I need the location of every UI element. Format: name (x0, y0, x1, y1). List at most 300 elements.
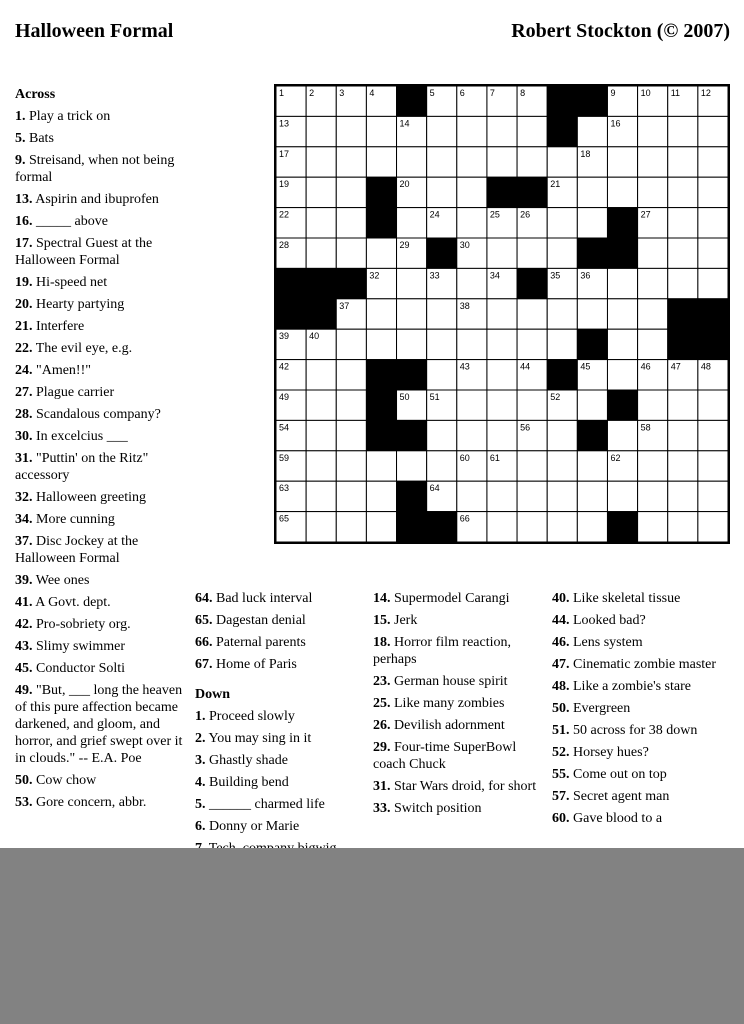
clue-item (15, 772, 187, 789)
grid-cell[interactable] (638, 512, 668, 542)
grid-cell[interactable] (306, 238, 336, 268)
grid-cell[interactable] (306, 451, 336, 481)
grid-cell[interactable] (487, 238, 517, 268)
clue-text: Supermodel Carangi (390, 591, 510, 606)
cell-number: 19 (279, 179, 290, 190)
clue-text: Lens system (569, 635, 643, 650)
grid-cell[interactable] (547, 208, 577, 238)
grid-cell[interactable] (457, 268, 487, 298)
grid-cell[interactable] (698, 116, 728, 146)
cell-number: 48 (700, 361, 711, 372)
grid-cell[interactable] (668, 208, 698, 238)
grid-cell[interactable] (698, 177, 728, 207)
grid-cell[interactable] (366, 147, 396, 177)
grid-cell[interactable] (607, 299, 637, 329)
grid-cell[interactable] (397, 208, 427, 238)
clue-item (15, 511, 187, 528)
grid-cell[interactable] (487, 116, 517, 146)
cell-number: 43 (459, 361, 470, 372)
clue-number: 5. (195, 797, 206, 812)
cell-number: 59 (279, 452, 290, 463)
clue-number: 65. (195, 613, 213, 628)
grid-cell[interactable] (517, 116, 547, 146)
clue-item (195, 634, 365, 651)
clue-number: 27. (15, 385, 33, 400)
cell-number: 40 (309, 331, 320, 342)
grid-cell[interactable] (366, 451, 396, 481)
grid-cell[interactable] (638, 238, 668, 268)
grid-cell[interactable] (457, 329, 487, 359)
grid-cell[interactable] (517, 329, 547, 359)
grid-cell[interactable] (547, 512, 577, 542)
grid-cell[interactable] (427, 360, 457, 390)
clue-text: Halloween greeting (32, 490, 147, 505)
grid-cell[interactable] (336, 360, 366, 390)
grid-cell[interactable] (698, 147, 728, 177)
cell-number: 25 (489, 209, 500, 220)
clue-number: 23. (373, 674, 391, 689)
grid-cell[interactable] (577, 481, 607, 511)
clue-text: Interfere (32, 319, 85, 334)
grid-cell[interactable] (547, 329, 577, 359)
cell-number: 28 (279, 240, 290, 250)
clue-item (15, 191, 187, 208)
cell-number: 33 (429, 270, 440, 281)
grid-cell[interactable] (517, 512, 547, 542)
clue-number: 64. (195, 591, 213, 606)
cell-number: 50 (399, 392, 410, 402)
grid-cell[interactable] (517, 390, 547, 420)
clue-item (373, 634, 541, 668)
grid-cell[interactable] (306, 420, 336, 450)
grid-cell[interactable] (336, 238, 366, 268)
clue-text: Slimy swimmer (32, 639, 126, 654)
grid-cell[interactable] (577, 512, 607, 542)
clue-number: 55. (552, 767, 570, 782)
grid-cell[interactable] (336, 420, 366, 450)
grid-block (607, 208, 637, 238)
crossword-grid (274, 84, 730, 544)
clue-number: 34. (15, 512, 33, 527)
clue-text: "But, ___ long the heaven of this pure affection became darkened, and gloom, and horror, and grief swept over it in clouds." -- E.A. Poe (15, 683, 183, 766)
grid-cell[interactable] (306, 177, 336, 207)
cell-number: 5 (429, 88, 435, 98)
clue-item (15, 296, 187, 313)
cell-number: 30 (459, 240, 470, 250)
clue-text: More cunning (32, 512, 115, 527)
clue-text: Horsey hues? (569, 745, 649, 760)
clue-number: 43. (15, 639, 33, 654)
grid-cell[interactable] (668, 451, 698, 481)
grid-block (397, 360, 427, 390)
clue-text: Conductor Solti (32, 661, 126, 676)
clue-item (552, 744, 732, 761)
clue-number: 20. (15, 297, 33, 312)
cell-number: 39 (279, 331, 290, 342)
clue-number: 33. (373, 801, 391, 816)
clue-text: Switch position (390, 801, 482, 816)
grid-cell[interactable] (336, 208, 366, 238)
down-clue-list (195, 708, 365, 857)
cell-number: 32 (369, 270, 380, 281)
grid-cell[interactable] (638, 268, 668, 298)
grid-cell[interactable] (427, 451, 457, 481)
grid-cell[interactable] (638, 116, 668, 146)
grid-block (427, 512, 457, 542)
clue-number: 40. (552, 591, 570, 606)
clue-item (15, 660, 187, 677)
grid-cell[interactable] (607, 329, 637, 359)
puzzle-author: Robert Stockton (© 2007) (511, 20, 730, 42)
clue-number: 50. (552, 701, 570, 716)
grid-cell[interactable] (517, 481, 547, 511)
clue-item (15, 213, 187, 230)
grid-block (607, 238, 637, 268)
grid-cell[interactable] (577, 451, 607, 481)
clue-item (373, 778, 541, 795)
cell-number: 20 (399, 179, 410, 190)
grid-cell[interactable] (427, 147, 457, 177)
grid-block (366, 177, 396, 207)
clue-text: Cow chow (32, 773, 97, 788)
grid-cell[interactable] (698, 512, 728, 542)
clue-text: Wee ones (32, 573, 90, 588)
cell-number: 2 (309, 88, 315, 98)
clue-text: Cinematic zombie master (569, 657, 717, 672)
grid-cell[interactable] (638, 299, 668, 329)
grid-cell[interactable] (547, 238, 577, 268)
grid-cell[interactable] (487, 147, 517, 177)
grid-cell[interactable] (366, 329, 396, 359)
grid-cell[interactable] (577, 208, 607, 238)
grid-cell[interactable] (607, 147, 637, 177)
clue-text: A Govt. dept. (32, 595, 111, 610)
clue-text: Looked bad? (569, 613, 646, 628)
clue-text: ______ charmed life (205, 797, 325, 812)
clue-number: 30. (15, 429, 33, 444)
grid-cell[interactable] (698, 238, 728, 268)
grid-cell[interactable] (698, 420, 728, 450)
clue-item (552, 678, 732, 695)
grid-cell[interactable] (517, 147, 547, 177)
clue-text: Hi-speed net (32, 275, 108, 290)
grid-cell[interactable] (668, 420, 698, 450)
cell-number: 34 (489, 270, 500, 281)
clue-item (15, 450, 187, 484)
grid-cell[interactable] (336, 116, 366, 146)
clue-number: 42. (15, 617, 33, 632)
grid-cell[interactable] (487, 390, 517, 420)
grid-block (397, 512, 427, 542)
grid-cell[interactable] (487, 420, 517, 450)
clue-item (552, 612, 732, 629)
grid-cell[interactable] (487, 360, 517, 390)
grid-cell[interactable] (577, 116, 607, 146)
grid-cell[interactable] (638, 390, 668, 420)
cell-number: 63 (279, 483, 290, 494)
grid-cell[interactable] (427, 177, 457, 207)
grid-cell[interactable] (427, 420, 457, 450)
clue-text: Spectral Guest at the Halloween Formal (15, 236, 153, 268)
clue-number: 44. (552, 613, 570, 628)
cell-number: 24 (429, 209, 440, 220)
grid-cell[interactable] (457, 116, 487, 146)
clue-item (15, 533, 187, 567)
grid-cell[interactable] (547, 451, 577, 481)
clue-number: 67. (195, 657, 213, 672)
clue-number: 45. (15, 661, 33, 676)
clue-number: 53. (15, 795, 33, 810)
grid-cell[interactable] (698, 208, 728, 238)
grid-cell[interactable] (668, 390, 698, 420)
clue-item (552, 788, 732, 805)
cell-number: 42 (279, 361, 290, 372)
cell-number: 13 (279, 118, 290, 129)
clue-text: You may sing in it (205, 731, 312, 746)
grid-cell[interactable] (336, 177, 366, 207)
grid-cell[interactable] (668, 238, 698, 268)
clue-number: 16. (15, 214, 33, 229)
grid-block (487, 177, 517, 207)
clue-text: Home of Paris (212, 657, 297, 672)
cell-number: 4 (369, 88, 375, 98)
grid-cell[interactable] (547, 481, 577, 511)
cell-number: 62 (610, 452, 621, 463)
grid-cell[interactable] (427, 329, 457, 359)
clue-number: 52. (552, 745, 570, 760)
grid-cell[interactable] (306, 147, 336, 177)
puzzle-title: Halloween Formal (15, 20, 174, 42)
across-clues-column (15, 86, 187, 816)
clue-item (373, 695, 541, 712)
clue-text: Jerk (390, 613, 418, 628)
clue-item (195, 612, 365, 629)
grid-block (517, 177, 547, 207)
grid-cell[interactable] (547, 299, 577, 329)
grid-cell[interactable] (607, 360, 637, 390)
grid-cell[interactable] (397, 147, 427, 177)
clue-number: 57. (552, 789, 570, 804)
grid-cell[interactable] (517, 451, 547, 481)
cell-number: 35 (550, 270, 561, 281)
grid-cell[interactable] (306, 512, 336, 542)
cell-number: 9 (610, 88, 616, 98)
grid-cell[interactable] (668, 116, 698, 146)
clue-item (373, 717, 541, 734)
grid-block (306, 299, 336, 329)
grid-cell[interactable] (306, 208, 336, 238)
clue-number: 31. (373, 779, 391, 794)
grid-cell[interactable] (336, 481, 366, 511)
clue-text: Four-time SuperBowl coach Chuck (373, 740, 517, 772)
grid-cell[interactable] (397, 329, 427, 359)
cell-number: 56 (520, 422, 531, 433)
grid-cell[interactable] (366, 299, 396, 329)
grid-cell[interactable] (457, 481, 487, 511)
clue-item (195, 730, 365, 747)
grid-cell[interactable] (698, 451, 728, 481)
clue-text: Like skeletal tissue (569, 591, 681, 606)
clue-text: Gore concern, abbr. (32, 795, 147, 810)
grid-cell[interactable] (607, 481, 637, 511)
grid-block (276, 299, 306, 329)
grid-cell[interactable] (306, 116, 336, 146)
grid-cell[interactable] (366, 116, 396, 146)
cell-number: 44 (520, 361, 531, 372)
clue-number: 9. (15, 153, 26, 168)
grid-cell[interactable] (638, 177, 668, 207)
clue-text: The evil eye, e.g. (32, 341, 133, 356)
clue-number: 29. (373, 740, 391, 755)
clue-item (373, 612, 541, 629)
grid-block (397, 481, 427, 511)
clue-text: Devilish adornment (390, 718, 505, 733)
grid-block (397, 420, 427, 450)
cell-number: 37 (339, 300, 350, 311)
clue-number: 25. (373, 696, 391, 711)
grid-cell[interactable] (487, 329, 517, 359)
clue-item (15, 406, 187, 423)
grid-cell[interactable] (638, 147, 668, 177)
grid-block (366, 420, 396, 450)
clue-number: 1. (15, 109, 26, 124)
clue-item (15, 152, 187, 186)
clue-item (373, 590, 541, 607)
grid-cell[interactable] (306, 360, 336, 390)
clues-column-4 (552, 590, 732, 832)
clue-item (15, 340, 187, 357)
grid-cell[interactable] (397, 268, 427, 298)
clue-item (552, 590, 732, 607)
grid-cell[interactable] (336, 147, 366, 177)
grid-cell[interactable] (668, 147, 698, 177)
clue-text: Disc Jockey at the Halloween Formal (15, 534, 139, 566)
grid-cell[interactable] (427, 299, 457, 329)
cell-number: 22 (279, 209, 290, 220)
cell-number: 66 (459, 513, 470, 524)
grid-cell[interactable] (547, 420, 577, 450)
across-clue-list (15, 108, 187, 811)
clue-text: Bad luck interval (212, 591, 313, 606)
grid-cell[interactable] (366, 238, 396, 268)
clue-text: Like a zombie's stare (569, 679, 691, 694)
cell-number: 60 (459, 452, 470, 463)
grid-cell[interactable] (547, 147, 577, 177)
clue-number: 6. (195, 819, 206, 834)
grid-block (336, 268, 366, 298)
grid-cell[interactable] (668, 481, 698, 511)
grid-cell[interactable] (577, 177, 607, 207)
grid-cell[interactable] (306, 390, 336, 420)
clue-item (15, 274, 187, 291)
clue-text: "Amen!!" (32, 363, 91, 378)
grid-cell[interactable] (607, 420, 637, 450)
clue-number: 37. (15, 534, 33, 549)
grid-cell[interactable] (698, 481, 728, 511)
grid-cell[interactable] (457, 147, 487, 177)
cell-number: 38 (459, 300, 470, 311)
grid-cell[interactable] (366, 512, 396, 542)
clue-number: 2. (195, 731, 206, 746)
clue-text: Aspirin and ibuprofen (32, 192, 159, 207)
grid-cell[interactable] (427, 116, 457, 146)
clue-number: 4. (195, 775, 206, 790)
grid-cell[interactable] (457, 390, 487, 420)
grid-cell[interactable] (487, 299, 517, 329)
clue-text: Donny or Marie (205, 819, 300, 834)
grid-cell[interactable] (668, 512, 698, 542)
clue-item (195, 708, 365, 725)
grid-cell[interactable] (577, 299, 607, 329)
clue-number: 19. (15, 275, 33, 290)
grid-cell[interactable] (336, 390, 366, 420)
grid-cell[interactable] (336, 451, 366, 481)
clue-item (15, 616, 187, 633)
grid-cell[interactable] (607, 177, 637, 207)
grid-cell[interactable] (668, 268, 698, 298)
clue-number: 51. (552, 723, 570, 738)
grid-cell[interactable] (336, 329, 366, 359)
grid-cell[interactable] (306, 481, 336, 511)
grid-block (668, 299, 698, 329)
grid-block (306, 268, 336, 298)
clue-text: Hearty partying (32, 297, 125, 312)
grid-cell[interactable] (638, 481, 668, 511)
grid-cell[interactable] (638, 329, 668, 359)
clue-item (195, 752, 365, 769)
grid-cell[interactable] (487, 512, 517, 542)
grid-cell[interactable] (577, 390, 607, 420)
cell-number: 12 (700, 88, 711, 98)
cell-number: 7 (489, 88, 495, 98)
grid-cell[interactable] (487, 481, 517, 511)
clue-number: 26. (373, 718, 391, 733)
clue-text: Dagestan denial (212, 613, 306, 628)
grid-cell[interactable] (457, 177, 487, 207)
grid-cell[interactable] (336, 512, 366, 542)
clue-number: 14. (373, 591, 391, 606)
clue-number: 66. (195, 635, 213, 650)
clue-text: Star Wars droid, for short (390, 779, 537, 794)
clue-number: 60. (552, 811, 570, 826)
grid-cell[interactable] (517, 238, 547, 268)
grid-cell[interactable] (638, 451, 668, 481)
grid-block (698, 299, 728, 329)
cell-number: 14 (399, 118, 410, 129)
grid-cell[interactable] (517, 299, 547, 329)
clue-item (15, 362, 187, 379)
clue-number: 32. (15, 490, 33, 505)
grid-cell[interactable] (698, 390, 728, 420)
clue-number: 28. (15, 407, 33, 422)
grid-cell[interactable] (457, 420, 487, 450)
grid-cell[interactable] (607, 268, 637, 298)
cell-number: 49 (279, 392, 290, 402)
grid-cell[interactable] (457, 208, 487, 238)
cell-number: 52 (550, 392, 561, 402)
grid-cell[interactable] (668, 177, 698, 207)
clue-number: 24. (15, 363, 33, 378)
clue-number: 17. (15, 236, 33, 251)
clues-column-2 (195, 590, 365, 862)
grid-cell[interactable] (698, 268, 728, 298)
clue-item (552, 722, 732, 739)
grid-cell[interactable] (397, 451, 427, 481)
grid-cell[interactable] (397, 299, 427, 329)
grid-cell[interactable] (366, 481, 396, 511)
clue-number: 47. (552, 657, 570, 672)
clue-text: Gave blood to a (569, 811, 663, 826)
